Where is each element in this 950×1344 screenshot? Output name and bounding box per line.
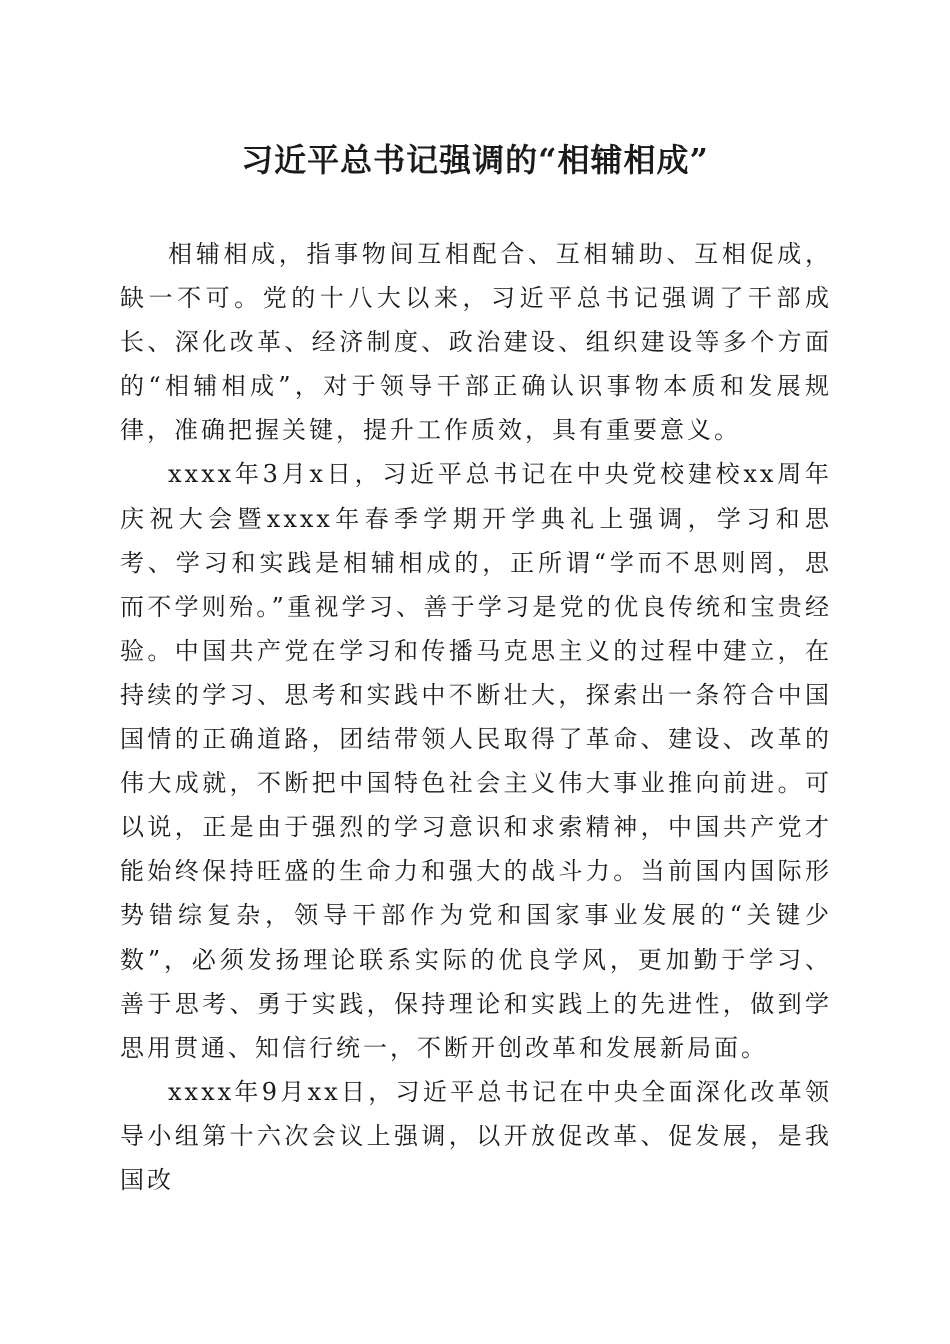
paragraph-intro: 相辅相成，指事物间互相配合、互相辅助、互相促成，缺一不可。党的十八大以来，习近平总书记强调了干部成长、深化改革、经济制度、政治建设、组织建设等多个方面的“相辅相成”，对于领导干部正确认识事物本质和发展规律，准确把握关键，提升工作质效，具有重要意义。 [120, 240, 832, 445]
paragraph-learning: xxxx年3月x日，习近平总书记在中央党校建校xx周年庆祝大会暨xxxx年春季学期开学典礼上强调，学习和思考、学习和实践是相辅相成的，正所谓“学而不思则罔，思而不学则殆。”重视学习、善于学习是党的优良传统和宝贵经验。中国共产党在学习和传播马克思主义的过程中建立，在持续的学习、思考和实践中不断壮大，探索出一条符合中国国情的正确道路，团结带领人民取得了革命、建设、改革的伟大成就，不断把中国特色社会主义伟大事业推向前进。可以说，正是由于强烈的学习意识和求索精神，中国共产党才能始终保持旺盛的生命力和强大的战斗力。当前国内国际形势错综复杂，领导干部作为党和国家事业发展的“关键少数”，必须发扬理论联系实际的优良学风，更加勤于学习、善于思考、勇于实践，保持理论和实践上的先进性，做到学思用贯通、知信行统一，不断开创改革和发展新局面。 [120, 460, 832, 1062]
paragraph-reform: xxxx年9月xx日，习近平总书记在中央全面深化改革领导小组第十六次会议上强调，以开放促改革、促发展，是我国改 [120, 1077, 832, 1194]
document-body [120, 232, 832, 1202]
document-title: 习近平总书记强调的“相辅相成” [241, 141, 709, 179]
